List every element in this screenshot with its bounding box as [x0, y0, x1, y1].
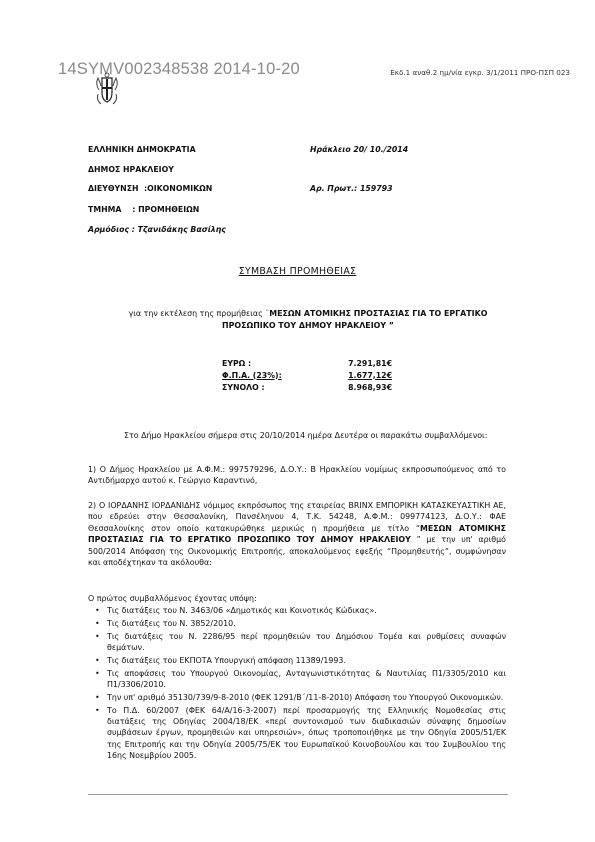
responsible-person: Αρμόδιος : Τζανιδάκης Βασίλης: [88, 225, 226, 234]
list-item: • Το Π.Δ. 60/2007 (ΦΕΚ 64/Α/16-3-2007) περί προσαρμογής της Ελληνικής Νομοθεσίας στις διατάξεις της Οδηγίας 2004/18/ΕΚ «περί συντονισμού των διαδικασιών σύναψης δημοσίων συμβάσεων έργων, προμηθειών και υπηρεσιών», όπως τροποποιήθηκε με την Οδηγία 2005/51/ΕΚ της Επιτροπής και την Οδηγία 2005/75/ΕΚ του Ευρωπαϊκού Κοινοβουλίου και του Συμβουλίου της 16ης Νοεμβρίου 2005.: [88, 705, 506, 761]
form-reference: Εκδ.1 αναθ.2 ημ/νία εγκρ. 3/1/2011 ΠΡΟ-ΠΣΠ 023: [390, 68, 570, 77]
amount-value: 8.968,93€: [348, 382, 392, 392]
second-party-subject: ΜΕΣΩΝ ΑΤΟΜΙΚΗΣ ΠΡΟΣΤΑΣΙΑΣ ΓΙΑ ΤΟ ΕΡΓΑΤΙΚΟ ΠΡΟΣΩΠΙΚΟ ΤΟΥ ΔΗΜΟΥ ΗΡΑΚΛΕΙΟΥ: [88, 523, 506, 545]
page-title: ΣΥΜΒΑΣΗ ΠΡΟΜΗΘΕΙΑΣ: [238, 266, 357, 277]
amount-row-net: [222, 357, 392, 369]
document-watermark: 14SYMV002348538 2014-10-20: [58, 60, 300, 78]
amounts-table: [222, 357, 392, 393]
paragraph-date: Στο Δήμο Ηρακλείου σήμερα στις 20/10/2014 ημέρα Δευτέρα οι παρακάτω συμβαλλόμενοι:: [124, 431, 488, 440]
contract-subject-prefix: για την εκτέλεση της προμήθειας ¨: [128, 309, 270, 318]
greek-coat-of-arms-icon: [92, 70, 122, 108]
list-item: • Τις διατάξεις του ΕΚΠΟΤΑ Υπουργική απόφαση 11389/1993.: [88, 655, 506, 666]
directorate-heading: ΔΙΕΥΘΥΝΣΗ :ΟΙΚΟΝΟΜΙΚΩΝ: [88, 184, 213, 193]
list-item: • Την υπ' αριθμό 35130/739/9-8-2010 (ΦΕΚ 1291/Β΄/11-8-2010) Απόφαση του Υπουργού Οικονομικών.: [88, 692, 506, 703]
list-item: • Τις αποφάσεις του Υπουργού Οικονομίας, Ανταγωνιστικότητας & Ναυτιλίας Π1/3305/2010 και Π1/3306/2010.: [88, 668, 506, 691]
amount-label: Φ.Π.Α. (23%):: [222, 370, 282, 380]
paragraph-first-party: 1) Ο Δήμος Ηρακλείου με Α.Φ.Μ.: 997579296, Δ.Ο.Υ.: Β Ηρακλείου νομίμως εκπροσωπούμενος από το Αντιδήμαρχο αυτού κ. Γεώργιο Καραντινό,: [88, 465, 506, 486]
amount-label: ΕΥΡΩ :: [222, 358, 252, 368]
second-party-text-end: ” με την υπ' αριθμό 500/2014 Απόφαση της Οικονομικής Επιτροπής, αποκαλούμενος εφεξής “Προμηθευτής”, συμφώνησαν και αποδέχτηκαν τα ακόλουθα:: [88, 535, 506, 568]
list-item: • Τις διατάξεις του Ν. 2286/95 περί προμηθειών του Δημόσιου Τομέα και ρυθμίσεις συναφών θεμάτων.: [88, 631, 506, 654]
considerations-list: [88, 593, 506, 763]
amount-row-total: [222, 381, 392, 393]
amount-row-vat: [222, 369, 392, 381]
place-date: Ηράκλειο 20/ 10./2014: [310, 145, 409, 154]
amount-label: ΣΥΝΟΛΟ :: [222, 382, 265, 392]
list-item: • Τις διατάξεις του Ν. 3463/06 «Δημοτικός και Κοινοτικός Κώδικας».: [88, 605, 506, 616]
amount-value: 7.291,81€: [348, 358, 392, 368]
footer-divider: [88, 794, 508, 795]
list-item: • Τις διατάξεις του Ν. 3852/2010.: [88, 618, 506, 629]
department-heading: ΤΜΗΜΑ : ΠΡΟΜΗΘΕΙΩΝ: [88, 205, 200, 214]
second-party-text: 2) Ο ΙΟΡΔΑΝΗΣ ΙΟΡΔΑΝΙΔΗΣ νόμιμος εκπρόσωπος της εταιρείας BRINX ΕΜΠΟΡΙΚΗ ΚΑΤΑΣΚΕΥΑΣΤΙΚΗ ΑΕ, που εδρεύει στην Θεσσαλονίκη, Πανσέληνου 4, Τ.Κ. 54248, Α.Φ.Μ.: 099774123, Δ.Ο.Υ.: ΦΑΕ Θεσσαλονίκης στον οποίο κατακυρώθηκε μερικώς η προμήθεια με τίτλο “: [88, 501, 506, 533]
considerations-lead: Ο πρώτος συμβαλλόμενος έχοντας υπόψη:: [88, 594, 257, 603]
municipality-heading: ΔΗΜΟΣ ΗΡΑΚΛΕΙΟΥ: [88, 165, 174, 174]
paragraph-second-party: [88, 500, 506, 568]
protocol-number: Αρ. Πρωτ.: 159793: [310, 184, 393, 193]
amount-value: 1.677,12€: [348, 370, 392, 380]
country-heading: ΕΛΛΗΝΙΚΗ ΔΗΜΟΚΡΑΤΙΑ: [88, 145, 196, 154]
contract-subject: [108, 308, 508, 332]
contract-subject-title: ΜΕΣΩΝ ΑΤΟΜΙΚΗΣ ΠΡΟΣΤΑΣΙΑΣ ΓΙΑ ΤΟ ΕΡΓΑΤΙΚΟ ΠΡΟΣΩΠΙΚΟ ΤΟΥ ΔΗΜΟΥ ΗΡΑΚΛΕΙΟΥ ”: [222, 309, 488, 330]
